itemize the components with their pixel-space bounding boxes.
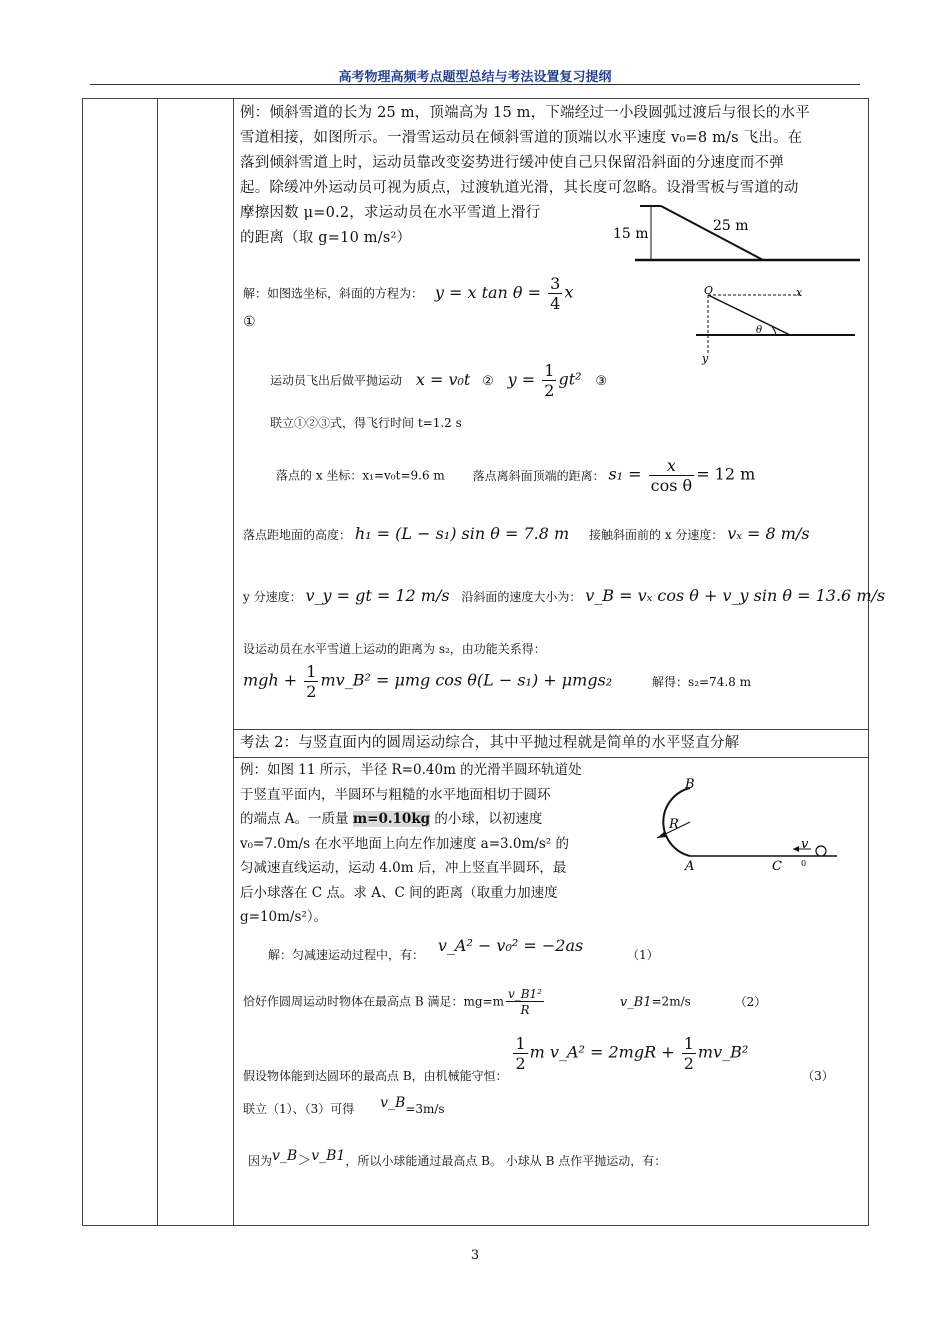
y-axis-label: y [702, 352, 709, 365]
point-a-label: A [685, 859, 695, 874]
step2-velocity: v_B1 [619, 994, 652, 1010]
fraction-denominator: R [520, 1003, 530, 1017]
fraction-denominator: 2 [306, 682, 317, 701]
example2-line [240, 807, 640, 832]
equation-mark-1: ① [243, 314, 256, 330]
example1-line: 例：倾斜雪道的长为 25 m，顶端高为 15 m，下端经过一小段圆弧过渡后与很长的水平 [240, 105, 810, 121]
slope-equation-fraction [548, 276, 562, 312]
fraction-numerator: x [649, 458, 695, 476]
energy-equation: mgh + [243, 670, 303, 690]
example1-line: 的距离（取 g=10 m/s²） [240, 230, 412, 246]
example2-text: 的端点 A。一质量 [240, 811, 353, 827]
energy-result: 解得：s₂=74.8 m [652, 674, 751, 689]
example2-line: g=10m/s²）。 [240, 909, 328, 925]
energy-equation-tail: mv_B² = μmg cos θ(L − s₁) + μmgs₂ [320, 670, 613, 690]
x-axis-label: x [796, 286, 803, 299]
equation-x: x = v₀t [415, 369, 471, 389]
solution-intro-text: 解：如图选坐标，斜面的方程为： [243, 286, 424, 301]
vb-equation: v_B = vₓ cos θ + v_y sin θ = 13.6 m/s [585, 586, 886, 605]
slope-height-label: 15 m [613, 226, 649, 242]
solution2-step1 [268, 936, 659, 963]
example2-problem [240, 758, 640, 930]
solution2-step5 [248, 1150, 666, 1170]
vb-label: 沿斜面的速度大小为： [461, 590, 582, 604]
step3-equation-tail: mv_B² [697, 1042, 749, 1062]
point-c-label: C [772, 859, 782, 874]
height-line [243, 524, 810, 543]
example2-line: 匀减速直线运动，运动 4.0m 后，冲上竖直半圆环，最 [240, 860, 567, 876]
energy-line [243, 664, 751, 700]
step2-label: 恰好作圆周运动时物体在最高点 B 满足：mg=m [243, 994, 504, 1009]
equation-mark-3: ③ [595, 373, 608, 389]
solution-intro [243, 276, 573, 312]
step3-equation: m v_A² = 2mgR + [529, 1042, 680, 1062]
vy-equation: v_y = gt = 12 m/s [305, 586, 450, 605]
equation-mark-2: ② [482, 373, 494, 389]
method2-title: 考法 2：与竖直面内的圆周运动综合，其中平抛过程就是简单的水平竖直分解 [240, 735, 740, 751]
equation-y: y = [507, 369, 541, 389]
step2-value: =2m/s [651, 994, 691, 1009]
vx-label: 接触斜面前的 x 分速度： [589, 528, 724, 542]
energy-intro: 设运动员在水平雪道上运动的距离为 s₂，由功能关系得： [243, 642, 546, 656]
fraction-numerator: 1 [683, 1034, 694, 1053]
semicircle-figure [645, 770, 845, 875]
step5-text: 因为 [248, 1154, 273, 1168]
solution2-step4 [243, 1095, 445, 1117]
step3-mark: （3） [802, 1068, 834, 1083]
step1-mark: （1） [627, 948, 659, 962]
fraction-denominator: 2 [544, 381, 555, 400]
fraction-denominator: 4 [550, 294, 561, 313]
column-divider-2 [233, 98, 234, 1226]
distance-result: = 12 m [696, 464, 756, 484]
throw-text: 运动员飞出后做平抛运动 [270, 373, 403, 388]
example2-line: 例：如图 11 所示，半径 R=0.40m 的光滑半圆环轨道处 [240, 762, 582, 778]
step1-equation: v_A² − v₀² = −2as [437, 936, 584, 955]
page-number: 3 [470, 1248, 480, 1263]
point-b-label: B [685, 777, 695, 792]
fraction-numerator: v_B1² [507, 987, 542, 1001]
row-divider-1 [233, 729, 869, 730]
slope-equation-tail: x [564, 282, 574, 302]
landing-distance-label: 落点离斜面顶端的距离： [472, 468, 605, 483]
step3-fraction-a [513, 1036, 527, 1072]
example1-line: 落到倾斜雪道上时，运动员靠改变姿势进行缓冲使自己只保留沿斜面的分速度而不弹 [240, 155, 784, 171]
slope-length-label: 25 m [713, 218, 749, 234]
step2-fraction [506, 988, 544, 1016]
example2-text: 的小球，以初速度 [430, 811, 543, 827]
step5-text-tail: ，所以小球能通过最高点 B。 小球从 B 点作平抛运动，有： [345, 1154, 667, 1168]
landing-line [276, 458, 755, 494]
step5-greater: ＞ [297, 1153, 312, 1169]
equation-y-fraction [542, 363, 556, 399]
distance-fraction [649, 458, 695, 494]
fraction-denominator: cos θ [650, 476, 693, 495]
fraction-numerator: 1 [515, 1034, 526, 1053]
flight-time-line: 联立①②③式，得飞行时间 t=1.2 s [270, 416, 462, 430]
step1-label: 解：匀减速运动过程中，有： [268, 948, 425, 962]
step5-vb1: v_B1 [311, 1148, 346, 1164]
fraction-numerator: 3 [550, 274, 561, 293]
step5-vb: v_B [272, 1148, 298, 1164]
highlighted-mass: m=0.10kg [352, 811, 431, 827]
example2-line: v₀=7.0m/s 在水平地面上向左作加速度 a=3.0m/s² 的 [240, 835, 569, 852]
fraction-numerator: 1 [306, 662, 317, 681]
example1-line: 摩擦因数 μ=0.2，求运动员在水平雪道上滑行 [240, 205, 541, 221]
fraction-numerator: 1 [544, 361, 555, 380]
example1-line: 起。除缓冲外运动员可视为质点，过渡轨道光滑，其长度可忽略。设滑雪板与雪道的动 [240, 180, 799, 196]
origin-label: O [704, 284, 714, 297]
step3-label: 假设物体能到达圆环的最高点 B，由机械能守恒： [243, 1068, 508, 1083]
header-rule [90, 84, 860, 85]
example2-line: 于竖直平面内，半圆环与粗糙的水平地面相切于圆环 [240, 786, 551, 803]
slope-figure [605, 200, 865, 270]
equation-y-tail: gt² [558, 369, 582, 389]
solution2-step3 [243, 1034, 834, 1083]
column-divider-1 [157, 98, 158, 1226]
fraction-denominator: 2 [683, 1054, 694, 1073]
slope-equation: y = x tan θ = [434, 282, 547, 302]
step4-velocity: v_B [380, 1095, 406, 1111]
throw-line [270, 363, 607, 399]
energy-fraction [304, 664, 318, 700]
height-label: 落点距地面的高度： [243, 528, 352, 542]
height-equation: h₁ = (L − s₁) sin θ = 7.8 m [354, 524, 570, 543]
vx-equation: vₓ = 8 m/s [727, 524, 810, 543]
radius-label: R [669, 817, 679, 832]
coordinate-figure [690, 282, 860, 367]
velocity-line [243, 586, 885, 605]
step4-label: 联立（1）、（3）可得 [243, 1102, 355, 1116]
landing-x-text: 落点的 x 坐标：x₁=v₀t=9.6 m [276, 468, 445, 483]
velocity-label: v [801, 837, 809, 852]
distance-equation: s₁ = [608, 464, 647, 484]
fraction-denominator: 2 [515, 1054, 526, 1073]
step2-mark: （2） [734, 994, 767, 1009]
velocity-subscript: 0 [801, 859, 807, 868]
step4-value: =3m/s [405, 1102, 445, 1116]
page-header: 高考物理高频考点题型总结与考法设置复习提纲 [338, 70, 612, 85]
example2-line: 后小球落在 C 点。求 A、C 间的距离（取重力加速度 [240, 884, 558, 901]
vy-label: y 分速度： [243, 590, 302, 604]
solution2-step2 [243, 988, 766, 1016]
example1-line: 雪道相接，如图所示。一滑雪运动员在倾斜雪道的顶端以水平速度 v₀=8 m/s 飞出。在 [240, 130, 803, 146]
step3-fraction-b [682, 1036, 696, 1072]
theta-label: θ [756, 325, 763, 336]
